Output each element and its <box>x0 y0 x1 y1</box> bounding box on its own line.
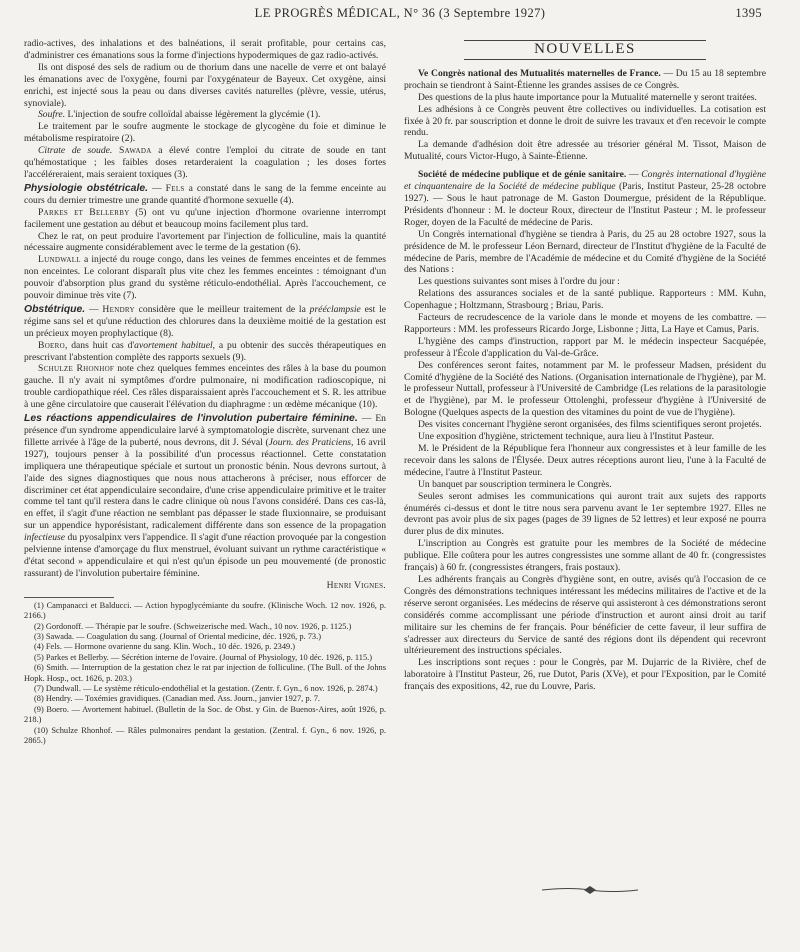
author-name: Sawada <box>118 145 152 157</box>
section-paragraph: Obstétrique. — Hendry considère que le meilleur traitement de la prééclampsie est le régime sans sel et qu'une réduction des chlorures dans la deuxième moitié de la gestation est un précieux moyen prophylactique (8). <box>24 303 386 339</box>
footnote: (8) Hendry. — Toxémies gravidiques. (Canadian med. Ass. Journ., janvier 1927, p. 7. <box>34 694 320 704</box>
signature: Henri Vignes. <box>326 579 386 591</box>
footnote: (9) Boero. — Avortement habituel. (Bulletin de la Soc. de Obst. y Gin. de Buenos-Aires, août 1926, p. 218.) <box>24 704 386 725</box>
footnotes <box>24 601 386 747</box>
footnote: (6) Smith. — Interruption de la gestation chez le rat par injection de folliculine. (The Bull. of the Johns Hopk. Hosp., oct. 1626, p. 203.) <box>24 663 386 683</box>
running-header <box>24 6 776 24</box>
right-column <box>404 38 766 693</box>
left-column <box>24 38 386 746</box>
paragraph: L'hygiène des camps d'instruction, rapport par M. le médecin inspecteur Sacquépée, professeur à l'École d'application du Val-de-Grâce. <box>404 335 766 359</box>
paragraph: Relations des assurances sociales et de la santé publique. Rapporteurs : MM. Kuhn, Copenhague ; Holtzmann, Strasbourg ; Briau, Paris. <box>404 288 766 312</box>
paragraph: Seules seront admises les communications qui auront trait aux sujets des rapports énumérés ci-dessus et dont le titre nous sera parvenu avant le 1er septembre 1927. Elles ne devront pas avoir plus de six pages (pages de 39 lignes de 52 lettres) et leur exposé ne pourra durer plus de dix minutes. <box>404 490 766 538</box>
paragraph: Facteurs de recrudescence de la variole dans le monde et moyens de les combattre. — Rapporteurs : MM. les professeurs Ricardo Jorge, Lisbonne ; Jitta, La Haye et Camus, Paris. <box>404 312 766 335</box>
author-name: Hendry <box>102 303 135 315</box>
paragraph: Schulze Rhonhof note chez quelques femmes enceintes des râles à la base du poumon gauche. Il n'y avait ni symptômes d'ordre pulmonaire, ni modification radioscopique, ni trouble cardiopathique réel. Ces râles disparaissaient après l'accouchement et S. R. les attribue à une gêne circulatoire que causerait l'élévation du diaphragme : un œdème mécanique (10). <box>24 363 386 411</box>
author-name: Boero <box>38 339 65 351</box>
paragraph: Lundwall a injecté du rouge congo, dans les veines de femmes enceintes et de femmes non enceintes. Le colorant disparaît plus vite chez les femmes enceintes : témoignant d'un pouvoir d'absorption plus grand du système réticulo-endothélial. Après l'accouchement, ce pouvoir diminue très vite (7). <box>24 254 386 302</box>
run-in-heading: Ve Congrès national des Mutualités maternelles de France. <box>418 67 661 79</box>
paragraph: Une exposition d'hygiène, strictement technique, aura lieu à l'Institut Pasteur. <box>418 431 714 443</box>
paragraph: Des questions de la plus haute importance pour la Mutualité maternelle y seront traitées. <box>418 91 757 103</box>
run-in-heading: Société de médecine publique et de génie sanitaire. <box>418 169 627 181</box>
page-number: 1395 <box>735 6 762 20</box>
paragraph: L'inscription au Congrès est gratuite pour les membres de la Société de médecine publique. Elle coûtera pour les autres congressistes une somme allant de 40 fr. (congressistes français) à 60 fr. (congressistes étrangers, frais postaux). <box>404 538 766 574</box>
paragraph: Des conférences seront faites, notamment par M. le professeur Madsen, président du Comité d'hygiène de la Société des Nations. (Organisation internationale de l'hygiène), par M. le professeur Nuttall, professeur à l'Université de Cambridge (Les relations de la parasitologie et de l'hygiène), par M. le professeur Ottolenghi, professeur d'hygiène à l'Université de Bologne (Quelques aspects de la question des vitamines du point de vue de l'hygiène). <box>404 359 766 419</box>
footnote: (7) Dundwall. — Le système réticulo-endothélial et la gestation. (Zentr. f. Gyn., 6 nov. 1926, p. 2874.) <box>34 683 378 693</box>
paragraph: Un banquet par souscription terminera le Congrès. <box>418 478 612 490</box>
footnote: (4) Fels. — Hormone ovarienne du sang. Klin. Woch., 10 déc. 1926, p. 2349.) <box>34 642 296 652</box>
author-name: Parkes et Bellerby <box>38 206 130 218</box>
footnote: (5) Parkes et Bellerby. — Sécrétion interne de l'ovaire. (Journal of Physiology, 10 déc. 1926, p. 115.) <box>34 652 373 662</box>
section-heading: Obstétrique. <box>24 303 86 315</box>
paragraph: M. le Président de la République fera l'honneur aux congressistes et à leur famille de les recevoir dans les salons de l'Élysée. Deux autres réceptions auront lieu, l'une à la Faculté de médecine, l'autre à l'Institut Pasteur. <box>404 443 766 478</box>
paragraph: Le traitement par le soufre augmente le stockage de glycogène du foie et diminue le métabolisme respiratoire (2). <box>24 121 386 145</box>
paragraph: La demande d'adhésion doit être adressée au trésorier général M. Tissot, Maison de Mutualité, cours Victor-Hugo, à Sainte-Étienne. <box>404 139 766 163</box>
paragraph: Citrate de soude. Sawada a élevé contre l'emploi du citrate de soude en tant qu'hémostatique ; les faibles doses retarderaient la coagulation ; les doses fortes l'accéléreraient, mais seraient toxiques (3). <box>24 145 386 180</box>
paragraph: Ils ont disposé des sels de radium ou de thorium dans une nacelle de verre et ont balayé les émanations avec de l'oxygène, fourni par l'oxygénateur de Bayeux. Cet oxygène, ainsi enrichi, est injecté sous la peau ou dans diverses cavités naturelles (plèvre, vessie, utérus, synoviale). <box>24 61 386 109</box>
paragraph: Les adhésions à ce Congrès peuvent être collectives ou individuelles. La cotisation est fixée à 20 fr. par souscription et donne le droit de suivre les travaux et d'en recevoir le compte rendu. <box>404 103 766 139</box>
section-heading: Physiologie obstétricale. <box>24 182 149 194</box>
paragraph: Soufre. L'injection de soufre colloïdal abaisse légèrement la glycémie (1). <box>38 109 321 121</box>
section-paragraph: Physiologie obstétricale. — Fels a constaté dans le sang de la femme enceinte au cours du dernier trimestre une grande quantité d'hormone sexuelle (4). <box>24 182 386 206</box>
paragraph: Société de médecine publique et de génie sanitaire. — Congrès international d'hygiène et cinquantenaire de la Société de médecine publique (Paris, Institut Pasteur, 25-28 octobre 1927). — Sous le haut patronage de M. Gaston Doumergue, président de la République. Présidents d'honneur : M. le docteur Roux, directeur de l'Institut Pasteur ; M. le professeur Roger, doyen de la Faculté de médecine de Paris. <box>404 169 766 228</box>
author-name: Lundwall <box>38 254 81 266</box>
paragraph: Les adhérents français au Congrès d'hygiène sont, en outre, avisés qu'à l'occasion de ce Congrès des démonstrations techniques intéressant les médecins militaires de l'active et de la réserve seront organisées. Les médecins de réserve qui assisteront à ces démonstrations seront considérés comme accomplissant une période d'instruction et auront ainsi droit au tarif militaire sur les chemins de fer français. Pour bénéficier de cette faveur, il leur suffira de s'adresser aux directeurs du Service de santé des régions dont ils dépendent qui recevront ultérieurement des instructions spéciales. <box>404 573 766 657</box>
paragraph: Des visites concernant l'hygiène seront organisées, des films scientifiques seront projetés. <box>418 419 762 431</box>
section-paragraph: Les réactions appendiculaires de l'involution pubertaire féminine. — En présence d'un syndrome appendiculaire larvé à symptomatologie discrète, survenant chez une fillette arrivée à l'âge de la puberté, nous devrons, dit J. Séval (Journ. des Praticiens, 16 avril 1927), toujours penser à la possibilité d'un processus réactionnel. Cette constatation impliquera une thérapeutique spéciale et surtout un pronostic bénin. Nous devrons surtout, à l'aide des signes diagnostiques que nous nous attacherons à préciser, nous efforcer de discriminer cet état appendiculaire secondaire, d'une crise appendiculaire primitive et le traiter comme tel tant qu'il restera dans le cadre clinique où nous l'avons considéré. Dans ces cas-là, en effet, il s'agit d'une réaction ne semblant pas dépasser le stade fluxionnaire, se produisant sur un appendice hyporésistant, radicalement différente dans son essence de la propagation infectieuse du pyosalpinx vers l'appendice. Il s'agit d'une réaction provoquée par la congestion pelvienne intense d'amorçage du flux menstruel, évoluant suivant un rythme caractéristique « d'état second » appendiculaire et qui n'est qu'un épisode un peu mouvementé (de pronostic rassurant) de l'involution pubertaire féminine. <box>24 413 386 579</box>
footnote-rule <box>24 597 114 598</box>
section-title: NOUVELLES <box>464 40 706 60</box>
paragraph: Les questions suivantes sont mises à l'ordre du jour : <box>418 276 620 288</box>
author-name: Schulze Rhonhof <box>38 363 115 375</box>
paragraph: Boero, dans huit cas d'avortement habituel, a pu obtenir des succès thérapeutiques en prescrivant l'abstention complète des rapports sexuels (9). <box>24 339 387 363</box>
section-heading: Les réactions appendiculaires de l'involution pubertaire féminine. <box>24 413 358 425</box>
paragraph: radio-actives, des inhalations et des balnéations, il serait profitable, pour certains cas, d'administrer ces émanations sous la forme d'injections hypodermiques de gaz radio-activés. <box>24 38 386 61</box>
paragraph: Chez le rat, on peut produire l'avortement par l'injection de folliculine, mais la quantité nécessaire augmente considérablement avec le terme de la gestation (6). <box>24 230 386 254</box>
footnote: (3) Sawada. — Coagulation du sang. (Journal of Oriental medicine, déc. 1926, p. 73.) <box>34 631 322 641</box>
ornament-divider <box>540 884 640 896</box>
paragraph: Ve Congrès national des Mutualités maternelles de France. — Du 15 au 18 septembre prochain se tiendront à Saint-Étienne les grandes assises de ce Congrès. <box>404 67 766 91</box>
footnote: (1) Campanacci et Balducci. — Action hypoglycémiante du soufre. (Klinische Woch. 12 nov. 1926, p. 2166.) <box>24 600 386 621</box>
footnote: (10) Schulze Rhonhof. — Râles pulmonaires pendant la gestation. (Zentral. f. Gyn., 6 nov. 1926, p. 2865.) <box>24 725 386 745</box>
journal-title: LE PROGRÈS MÉDICAL, N° 36 (3 Septembre 1927) <box>254 6 546 20</box>
run-in-heading: Soufre. <box>38 109 66 121</box>
paragraph: Parkes et Bellerby (5) ont vu qu'une injection d'hormone ovarienne interrompt facilement une gestation au début et beaucoup moins facilement plus tard. <box>24 206 386 230</box>
paragraph: Un Congrès international d'hygiène se tiendra à Paris, du 25 au 28 octobre 1927, sous la présidence de M. le professeur Léon Bernard, directeur de l'Institut d'hygiène de la Faculté de médecine de Paris, membre de l'Académie de médecine et du Comité d'hygiène de la Société des Nations : <box>404 228 766 276</box>
run-in-heading: Citrate de soude. <box>38 145 113 157</box>
paragraph: Les inscriptions sont reçues : pour le Congrès, par M. Dujarric de la Rivière, chef de laboratoire à l'Institut Pasteur, 26, rue Dutot, Paris (XVe), et pour l'Exposition, par le Comité français des expositions, 42, rue du Louvre, Paris. <box>404 657 766 693</box>
footnote: (2) Gordonoff. — Thérapie par le soufre. (Schweizerische med. Wach., 10 nov. 1926, p. 1125.) <box>34 621 352 631</box>
author-name: Fels <box>165 182 185 194</box>
